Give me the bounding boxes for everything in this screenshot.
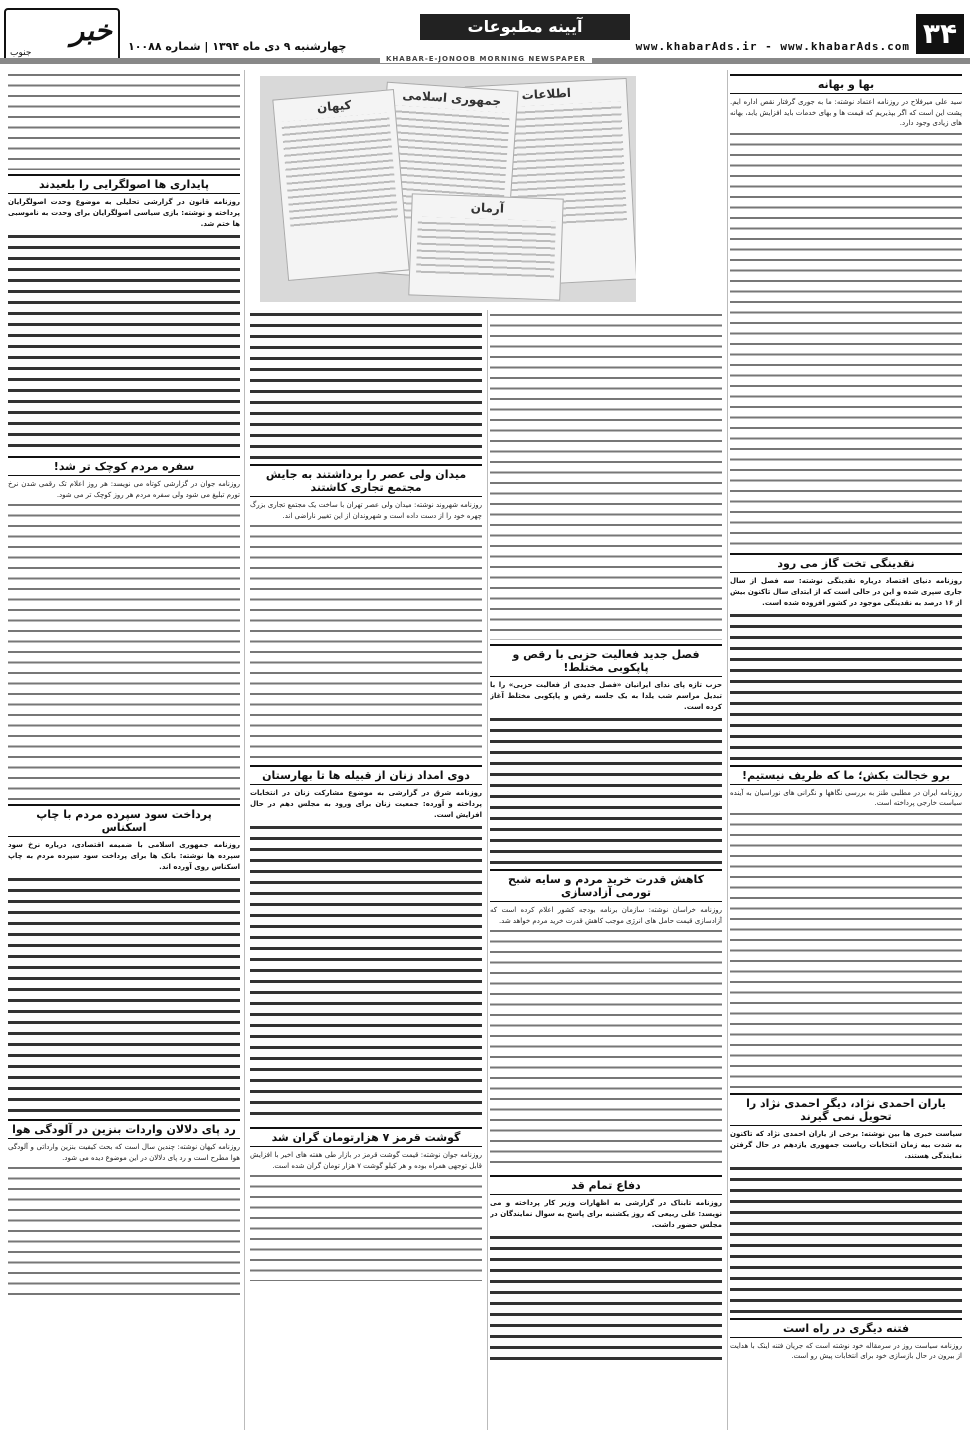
article-text: روزنامه سیاست روز در سرمقاله خود نوشته است که جریان فتنه اینک با هدایت از بیرون در حال بازسازی خود برای انتخابات پیش رو است. <box>730 1341 962 1360</box>
article-lead: روزنامه شرق در گزارشی به موضوع مشارکت زنان در انتخابات پرداخته و آورده: جمعیت زنان برای ورود به مجلس دهم در حال افزایش است. <box>250 789 482 819</box>
article-body-lines <box>730 611 962 761</box>
article-body-lines <box>250 521 482 761</box>
article-title: رد پای دلالان واردات بنزین در آلودگی هوا <box>8 1119 240 1139</box>
article-title: نقدینگی تخت گاز می رود <box>730 553 962 573</box>
article-title: پایداری ها اصولگرایی را بلعیدند <box>8 174 240 194</box>
article-body-lines <box>490 310 722 640</box>
newspaper-image <box>272 89 409 281</box>
article-text: روزنامه کیهان نوشته: چندین سال است که بحث کیفیت بنزین وارداتی و آلودگی هوا مطرح است و رد پای دلالان در این موضوع دیده می شود. <box>8 1143 240 1162</box>
article-lead: حزب تازه پای ندای ایرانیان «فصل جدیدی از فعالیت حزبی» را با تبدیل مراسم شب یلدا به یک جلسه رقص و پاپکوبی مختلط آغاز کرده است. <box>490 681 722 711</box>
article-lead: سیاست خبری ها بین نوشته: برخی از یاران احمدی نژاد که تاکنون به شدت بیه زمان انتخابات ریاست جمهوری یازدهم در حال گرفتن نمایندگی هستند. <box>730 1129 962 1160</box>
article-lead: روزنامه تابناک در گزارشی به اظهارات وزیر کار پرداخته و می نویسد: علی ربیعی که روز یکشنبه برای پاسخ به سوال نمایندگان در مجلس حضور داشت. <box>490 1199 722 1229</box>
column-left <box>8 70 240 1430</box>
dateline: چهارشنبه ۹ دی ماه ۱۳۹۴ | شماره ۱۰۰۸۸ <box>128 40 347 53</box>
article-body-lines <box>8 875 240 1115</box>
article-body-lines <box>490 926 722 1171</box>
article-title: برو خجالت بکش؛ ما که ظریف نیستیم! <box>730 765 962 785</box>
article-text: سید علی میرفلاح در روزنامه اعتماد نوشته: ما به جوری گرفتار نقص اداره ایم. پشت این است که اگر بپذیریم که قیمت ها و بهای خدمات باید افزایش یابد، بهانه های زیادی وجود دارد. <box>730 98 962 127</box>
strip-text: KHABAR-E-JONOOB MORNING NEWSPAPER <box>380 55 592 63</box>
article-text: روزنامه جوان در گزارشی کوتاه می نویسد: هر روز اعلام تک رقمی شدن نرخ تورم تبلیغ می شود ولی سفره مردم هر روز کوچک تر می شود. <box>8 480 240 499</box>
article-title: گوشت قرمز ۷ هزارتومان گران شد <box>250 1127 482 1147</box>
page-header <box>0 0 970 62</box>
article-title: فصل جدید فعالیت حزبی با رقص و پاپکوبی مختلط! <box>490 644 722 677</box>
article-body-lines <box>730 1164 962 1314</box>
article-body-lines <box>490 1233 722 1363</box>
article-lead: روزنامه دنیای اقتصاد درباره نقدینگی نوشته: سه فصل از سال جاری سپری شده و این در حالی است که از ابتدای سال تاکنون بیش از ۱۶ درصد به نقدینگی موجود در کشور افزوده شده است. <box>730 576 962 607</box>
newspaper-masthead: کیهان <box>316 97 352 115</box>
newspaper-lines <box>416 217 556 282</box>
article-lead: روزنامه جمهوری اسلامی با ضمیمه اقتصادی، درباره نرخ سود سپرده ها نوشته: بانک ها برای پرداخت سود سپرده مردم به چاپ اسکناس روی آورده اند. <box>8 841 240 871</box>
newspaper-image <box>408 193 563 300</box>
article-lead: روزنامه قانون در گزارشی تحلیلی به موضوع وحدت اصولگرایان پرداخته و نوشته: بازی سیاسی اصولگرایان برای وحدت به ناموسبی ها ختم شد. <box>8 198 240 228</box>
article-title: فتنه دیگری در راه است <box>730 1318 962 1338</box>
article-text: روزنامه ایران در مطلبی طنز به بررسی نگاهها و نگرانی های نوراسیان به آینده سیاست خارجی پرداخته است. <box>730 788 962 807</box>
article-text: روزنامه خراسان نوشته: سازمان برنامه بودجه کشور اعلام کرده است که آزادسازی قیمت حامل های انرژی موجب کاهش قدرت خرید مردم خواهد شد. <box>490 906 722 925</box>
header-strip <box>0 55 970 64</box>
newspaper-masthead: آرمان <box>470 200 505 216</box>
column-divider <box>727 70 728 1430</box>
article-body-lines <box>730 809 962 1089</box>
article-text: روزنامه جوان نوشته: قیمت گوشت قرمز در بازار طی هفته های اخیر با افزایش قابل توجهی همراه بوده و هر کیلو گوشت ۷ هزار تومان گران شده است. <box>250 1151 482 1170</box>
article-title: دفاع تمام قد <box>490 1175 722 1195</box>
column-middle-right <box>490 310 722 1430</box>
article-body-lines <box>8 1163 240 1303</box>
newspaper-masthead: اطلاعات <box>521 85 572 103</box>
section-title: آیینه مطبوعات <box>420 14 630 40</box>
article-body-lines <box>8 70 240 170</box>
article-title: بها و بهانه <box>730 74 962 94</box>
column-right <box>730 70 962 1430</box>
logo-word: خبر <box>70 14 112 47</box>
article-body-lines <box>250 823 482 1123</box>
column-divider <box>487 310 488 1430</box>
newspaper-logo <box>4 8 120 62</box>
article-body-lines <box>250 310 482 460</box>
logo-sub: جنوب <box>10 48 32 58</box>
column-divider <box>244 70 245 1430</box>
article-title: یاران احمدی نژاد، دیگر احمدی نژاد را تحویل نمی گیرند <box>730 1093 962 1126</box>
website-url[interactable]: www.khabarAds.ir - www.khabarAds.com <box>635 40 910 53</box>
page-number: ۳۴ <box>916 14 964 54</box>
article-text: روزنامه شهروند نوشته: میدان ولی عصر تهران با ساخت یک مجتمع تجاری بزرگ چهره خود را از دست داده است و شهروندان از این تغییر ناراضی اند. <box>250 501 482 520</box>
newspaper-masthead: جمهوری اسلامی <box>402 87 502 109</box>
article-title: پرداخت سود سپرده مردم با چاپ اسکناس <box>8 804 240 837</box>
article-title: سفره مردم کوچک تر شد! <box>8 456 240 476</box>
article-body-lines <box>250 1171 482 1281</box>
article-body-lines <box>730 129 962 549</box>
column-middle-left <box>250 310 482 1430</box>
article-body-lines <box>8 232 240 452</box>
article-title: کاهش قدرت خرید مردم و سایه شبح تورمی آزادسازی <box>490 869 722 902</box>
article-title: میدان ولی عصر را برداشتند به جایش مجتمع تجاری کاشتند <box>250 464 482 497</box>
article-title: دوی امداد زنان از قبیله ها تا بهارستان <box>250 765 482 785</box>
article-body-lines <box>490 715 722 865</box>
article-body-lines <box>8 500 240 800</box>
newspapers-photo <box>260 76 636 302</box>
newspaper-lines <box>281 113 398 230</box>
